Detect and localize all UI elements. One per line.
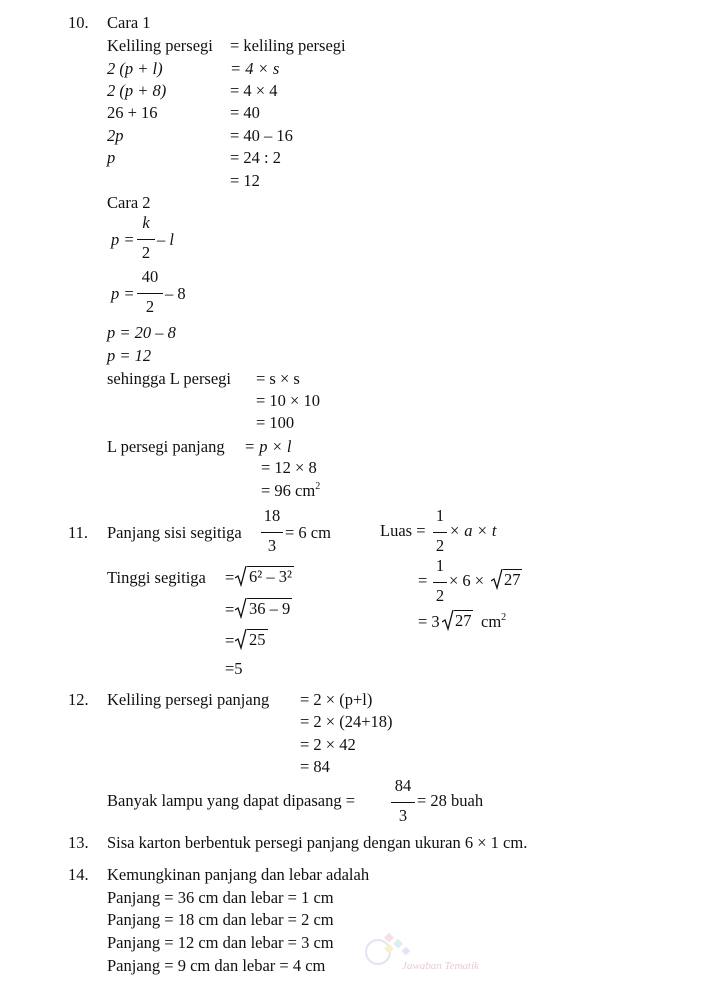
cara2-eq2-rest: – 8 — [165, 284, 186, 303]
cara2-line: p = 12 — [107, 346, 152, 365]
perimeter-row: = 84 — [300, 757, 330, 776]
cara1-row-left: p — [107, 148, 116, 167]
fraction-numerator: 1 — [435, 556, 445, 575]
fraction-bar — [433, 532, 447, 533]
area-fraction — [433, 557, 447, 607]
radicand: 25 — [249, 630, 266, 649]
lamp-result: = 28 buah — [417, 791, 484, 810]
radical-sign-icon — [235, 597, 247, 619]
area-square-row: = s × s — [256, 369, 300, 388]
fraction-numerator: 1 — [435, 506, 445, 525]
height-row-prefix: = — [225, 568, 235, 587]
dimension-row: Panjang = 12 cm dan lebar = 3 cm — [107, 933, 334, 952]
fraction-bar — [261, 532, 283, 533]
watermark-text: Jawaban Tematik — [402, 960, 479, 972]
area-rect-row: = 12 × 8 — [261, 458, 317, 477]
radicand: 27 — [504, 570, 521, 589]
fraction-bar — [433, 582, 447, 583]
fraction-bar — [137, 293, 163, 294]
radical-sign-icon — [235, 565, 247, 587]
problem-13-text: Sisa karton berbentuk persegi panjang dengan ukuran 6 × 1 cm. — [107, 833, 528, 852]
area-rect-value: = 96 cm — [261, 481, 316, 500]
height-row-prefix: = — [225, 600, 235, 619]
area-row3-prefix: = 3 — [418, 612, 440, 631]
area-rect-result — [261, 481, 320, 504]
cara1-row-left: 2p — [107, 126, 124, 145]
area-row2-prefix: = — [418, 571, 428, 590]
problem-14-number: 14. — [68, 865, 89, 884]
cara2-eq2-fraction — [137, 268, 163, 318]
radical-sign-icon — [491, 568, 503, 590]
unit-superscript: 2 — [315, 481, 321, 492]
fraction-bar — [391, 802, 415, 803]
height-row-prefix: = — [225, 631, 235, 650]
lamp-label: Banyak lampu yang dapat dipasang = — [107, 791, 356, 810]
cara2-heading: Cara 2 — [107, 193, 151, 212]
cara1-heading: Cara 1 — [107, 13, 151, 32]
fraction-denominator: 3 — [398, 806, 408, 825]
radical-sign-icon — [235, 628, 247, 650]
fraction-denominator: 2 — [145, 297, 155, 316]
cara1-row-right: = 4 × s — [230, 59, 280, 78]
perimeter-row: = 2 × (24+18) — [300, 712, 393, 731]
cara2-eq1-lhs: p = — [111, 230, 135, 249]
unit-superscript: 2 — [501, 612, 507, 623]
radicand: 27 — [455, 611, 472, 630]
area-rect-label: L persegi panjang — [107, 437, 225, 456]
area-row2-rest: × 6 × — [449, 571, 485, 590]
problem-11-number: 11. — [68, 523, 89, 542]
cara1-row-right: = 40 – 16 — [230, 126, 293, 145]
cara1-row-right: = 12 — [230, 171, 260, 190]
problem-12-number: 12. — [68, 690, 89, 709]
area-square-label: sehingga L persegi — [107, 369, 232, 388]
side-fraction — [261, 507, 283, 557]
sqrt-expression — [235, 628, 268, 650]
area-label: Luas = — [380, 521, 426, 540]
cara2-line: p = 20 – 8 — [107, 323, 176, 342]
radicand: 36 – 9 — [249, 599, 291, 618]
fraction-numerator: 84 — [394, 776, 412, 795]
radicand: 6² – 3² — [249, 567, 292, 586]
area-fraction — [433, 507, 447, 557]
cara1-row-left: 2 (p + 8) — [107, 81, 167, 100]
dimension-row: Panjang = 36 cm dan lebar = 1 cm — [107, 888, 334, 907]
area-rect-row: = p × l — [244, 437, 292, 456]
dimension-row: Panjang = 9 cm dan lebar = 4 cm — [107, 956, 326, 975]
fraction-denominator: 2 — [141, 243, 151, 262]
sqrt-expression — [235, 597, 292, 619]
cara1-row-right: = 24 : 2 — [230, 148, 282, 167]
problem-14-intro: Kemungkinan panjang dan lebar adalah — [107, 865, 370, 884]
fraction-denominator: 2 — [435, 586, 445, 605]
cara1-row-right: = 4 × 4 — [230, 81, 278, 100]
watermark — [362, 926, 502, 982]
perimeter-label: Keliling persegi panjang — [107, 690, 270, 709]
area-row3-unit — [481, 612, 506, 635]
cara1-row-left: 2 (p + l) — [107, 59, 163, 78]
cara1-row-right: = keliling persegi — [230, 36, 346, 55]
side-label: Panjang sisi segitiga — [107, 523, 242, 542]
problem-10-number: 10. — [68, 13, 89, 32]
area-square-row: = 100 — [256, 413, 295, 432]
cara2-eq1-fraction — [137, 214, 155, 264]
sqrt-expression — [491, 568, 522, 590]
cara1-row-left: Keliling persegi — [107, 36, 213, 55]
side-result: = 6 cm — [285, 523, 331, 542]
problem-13-number: 13. — [68, 833, 89, 852]
fraction-denominator: 3 — [267, 536, 277, 555]
perimeter-row: = 2 × (p+l) — [300, 690, 373, 709]
fraction-denominator: 2 — [435, 536, 445, 555]
perimeter-row: = 2 × 42 — [300, 735, 356, 754]
area-row1-rest: × a × t — [449, 521, 497, 540]
area-square-row: = 10 × 10 — [256, 391, 320, 410]
unit-label: cm — [481, 612, 502, 631]
cara1-row-right: = 40 — [230, 103, 260, 122]
lamp-fraction — [391, 777, 415, 827]
cara2-eq1-rest: – l — [157, 230, 174, 249]
radical-sign-icon — [442, 609, 454, 631]
cara1-row-left: 26 + 16 — [107, 103, 158, 122]
height-row-result: =5 — [225, 659, 243, 678]
fraction-numerator: 40 — [141, 267, 159, 286]
fraction-numerator: k — [142, 213, 150, 232]
sqrt-expression — [235, 565, 294, 587]
sqrt-expression — [442, 609, 473, 631]
fraction-bar — [137, 239, 155, 240]
cara2-eq2-lhs: p = — [111, 284, 135, 303]
height-label: Tinggi segitiga — [107, 568, 206, 587]
dimension-row: Panjang = 18 cm dan lebar = 2 cm — [107, 910, 334, 929]
fraction-numerator: 18 — [263, 506, 281, 525]
